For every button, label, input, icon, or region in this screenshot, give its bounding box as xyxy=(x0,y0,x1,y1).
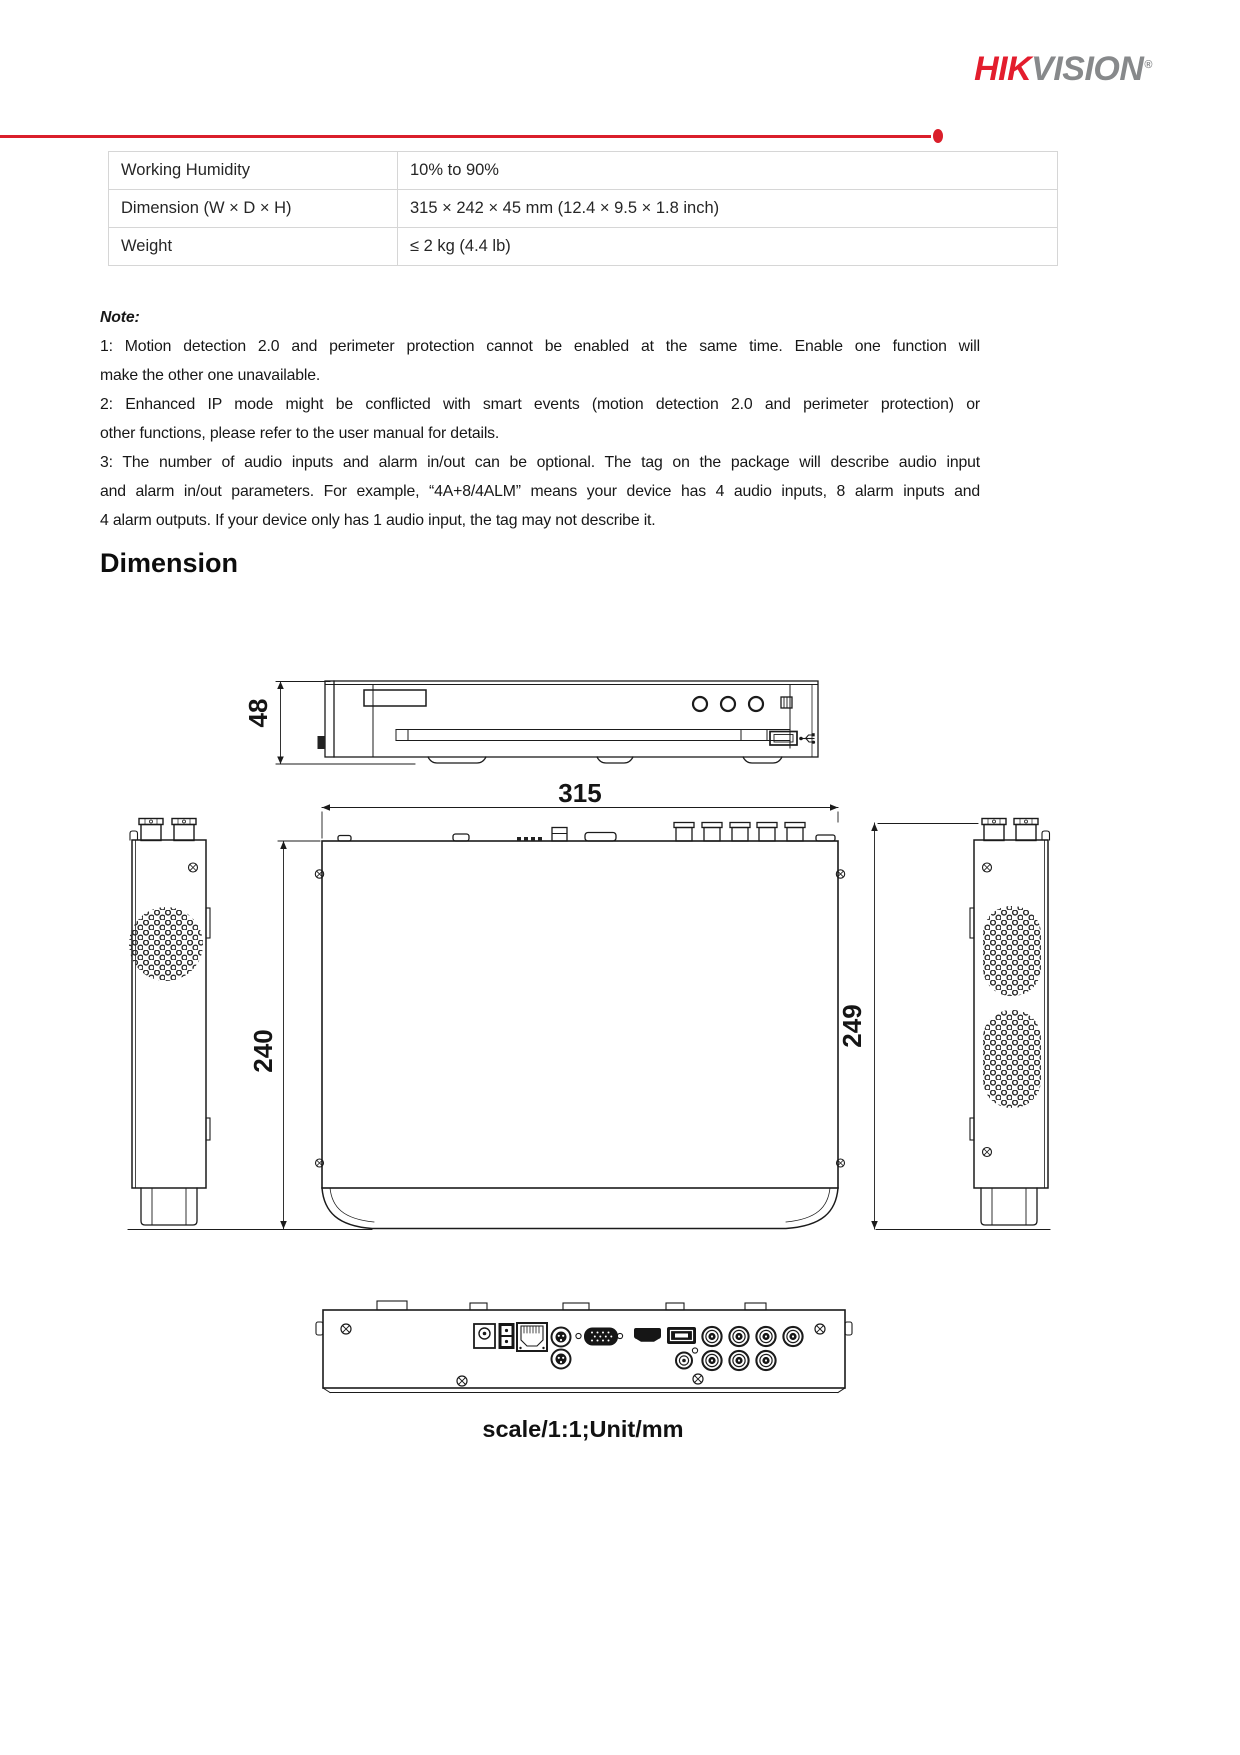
rear-view xyxy=(316,1301,852,1393)
page-title: Dimension xyxy=(100,548,239,578)
spec-label: Working Humidity xyxy=(109,152,398,190)
table-row xyxy=(109,152,1058,190)
vent-holes xyxy=(129,907,203,981)
right-side-view xyxy=(970,819,1050,1226)
note-block xyxy=(100,303,980,535)
header-rule xyxy=(0,135,931,138)
note-line: other functions, please refer to the user manual for details. xyxy=(100,425,500,442)
note-line: and alarm in/out parameters. For example, “4A+8/4ALM” means your device has 4 audio inputs, 8 alarm inputs and xyxy=(100,483,980,500)
height-dimension xyxy=(276,682,415,765)
scale-note: scale/1:1;Unit/mm xyxy=(482,1416,684,1442)
bnc-connectors-top xyxy=(139,819,196,841)
dimension-drawing xyxy=(90,655,1100,1455)
dimension-side-height-label: 249 xyxy=(837,1004,867,1048)
header-rule-dot xyxy=(933,129,943,143)
bnc-connectors-top xyxy=(982,819,1038,841)
chassis-screws xyxy=(315,870,844,1167)
table-row xyxy=(109,228,1058,266)
spec-value: 10% to 90% xyxy=(398,152,1058,190)
status-led-indicators xyxy=(693,697,763,711)
vga-port xyxy=(584,1328,618,1346)
hdmi-port xyxy=(634,1328,661,1342)
ethernet-port xyxy=(517,1323,547,1351)
dimension-height-label: 48 xyxy=(243,698,273,728)
power-switch xyxy=(499,1323,515,1349)
registered-mark: ® xyxy=(1144,58,1152,71)
note-line: 2: Enhanced IP mode might be conflicted with smart events (motion detection 2.0 and perimeter protection) or xyxy=(100,396,980,413)
note-title: Note: xyxy=(100,309,140,326)
logo-hik: HIK xyxy=(974,50,1032,88)
front-usb-port xyxy=(770,732,797,746)
dimension-depth-label: 240 xyxy=(248,1029,278,1073)
note-line: 1: Motion detection 2.0 and perimeter protection cannot be enabled at the same time. Enable one function will xyxy=(100,338,980,355)
dimension-width-label: 315 xyxy=(558,778,602,808)
hikvision-logo xyxy=(974,50,1152,89)
spec-table xyxy=(108,151,1058,266)
ir-receiver-icon xyxy=(781,697,792,708)
note-line: 4 alarm outputs. If your device only has 1 audio input, the tag may not describe it. xyxy=(100,512,656,529)
spec-value: 315 × 242 × 45 mm (12.4 × 9.5 × 1.8 inch) xyxy=(398,190,1058,228)
vent-holes xyxy=(983,906,1041,996)
width-dimension xyxy=(322,804,838,838)
audio-din-connectors xyxy=(552,1328,571,1369)
left-side-view xyxy=(129,819,210,1226)
front-view xyxy=(243,681,818,764)
spec-label: Weight xyxy=(109,228,398,266)
depth-dimension xyxy=(278,841,320,1229)
logo-vision: VISION xyxy=(1031,50,1144,88)
vent-holes xyxy=(983,1010,1041,1108)
rear-connector-tops xyxy=(338,823,835,842)
usb-icon xyxy=(799,733,815,744)
note-line: 3: The number of audio inputs and alarm in/out can be optional. The tag on the package will describe audio input xyxy=(100,454,980,471)
top-view xyxy=(128,778,1050,1230)
bnc-connectors xyxy=(702,1327,802,1370)
rear-screws xyxy=(341,1324,825,1386)
power-jack xyxy=(474,1324,495,1348)
table-row xyxy=(109,190,1058,228)
spec-label: Dimension (W × D × H) xyxy=(109,190,398,228)
side-height-dimension xyxy=(871,823,978,1229)
spec-value: ≤ 2 kg (4.4 lb) xyxy=(398,228,1058,266)
rear-usb-port xyxy=(667,1327,696,1344)
note-line: make the other one unavailable. xyxy=(100,367,321,384)
rca-connector xyxy=(676,1353,692,1369)
